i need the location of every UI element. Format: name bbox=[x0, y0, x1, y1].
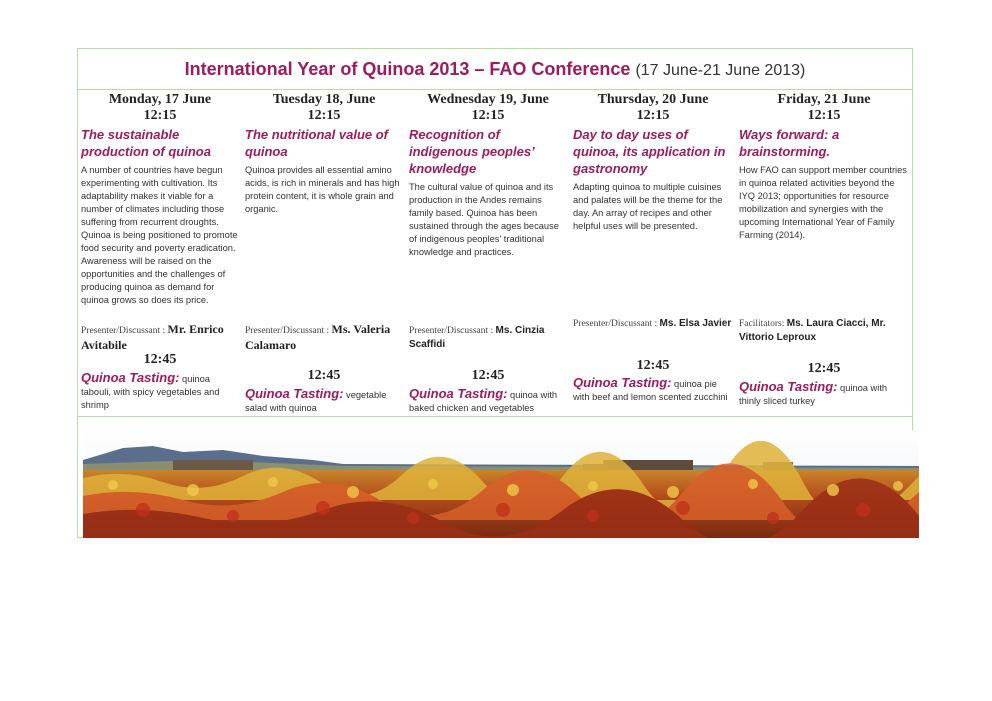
day-time: 12:15 bbox=[636, 108, 670, 123]
presenter bbox=[81, 322, 239, 354]
presenter-name: Ms. Cinzia Scaffidi bbox=[409, 325, 545, 350]
day-theme: Ways forward: a brainstorming. bbox=[739, 127, 840, 159]
presenter bbox=[245, 322, 403, 354]
presenter-label: Presenter/Discussant : bbox=[81, 326, 168, 336]
day-theme: The sustainable production of quinoa bbox=[81, 127, 211, 159]
presenter-name: Ms. Elsa Javier bbox=[659, 318, 732, 329]
presenter-name: Ms. Valeria Calamaro bbox=[245, 322, 391, 352]
tasting-label: Quinoa Tasting: bbox=[739, 379, 838, 394]
day-theme: Recognition of indigenous peoples’ knowledge bbox=[409, 127, 535, 176]
presenter-label: Presenter/Discussant : bbox=[409, 326, 496, 336]
day-column-tuesday bbox=[242, 90, 406, 416]
day-time: 12:15 bbox=[471, 108, 505, 123]
presenter bbox=[409, 324, 567, 352]
tasting-text: vegetable salad with quinoa bbox=[245, 390, 387, 413]
presenter-label: Facilitators: bbox=[739, 319, 787, 329]
tasting-label: Quinoa Tasting: bbox=[245, 386, 344, 401]
day-name: Thursday, 20 June bbox=[597, 92, 709, 107]
tasting-time: 12:45 bbox=[471, 368, 505, 383]
title-dates: (17 June-21 June 2013) bbox=[635, 61, 806, 79]
tasting bbox=[739, 380, 909, 408]
day-column-monday bbox=[78, 90, 242, 416]
title-main: International Year of Quinoa 2013 – FAO Conference bbox=[184, 58, 631, 79]
presenter-label: Presenter/Discussant : bbox=[573, 319, 660, 329]
day-name: Tuesday 18, June bbox=[272, 92, 376, 107]
tasting-time: 12:45 bbox=[636, 358, 670, 373]
tasting-time: 12:45 bbox=[307, 368, 341, 383]
day-description: The cultural value of quinoa and its production in the Andes remains family based. Quinoa has been sustained through the ages because of indigenous peoples’ traditional knowledge and practices. bbox=[409, 182, 559, 257]
tasting-label: Quinoa Tasting: bbox=[81, 370, 180, 385]
day-column-friday bbox=[736, 90, 912, 416]
quinoa-field-photo bbox=[83, 430, 919, 538]
tasting bbox=[81, 371, 239, 412]
presenter-label: Presenter/Discussant : bbox=[245, 326, 332, 336]
day-description: Adapting quinoa to multiple cuisines and palates will be the theme for the day. An array of recipes and other helpful uses will be presented. bbox=[573, 182, 723, 231]
tasting-label: Quinoa Tasting: bbox=[409, 386, 508, 401]
day-description: Quinoa provides all essential amino acids, is rich in minerals and has high protein content, it is whole grain and organic. bbox=[245, 165, 400, 214]
day-name: Friday, 21 June bbox=[777, 92, 871, 107]
tasting bbox=[245, 387, 403, 415]
day-column-thursday bbox=[570, 90, 736, 416]
tasting-text: quinoa with baked chicken and vegetables bbox=[409, 390, 558, 413]
days-row bbox=[78, 90, 912, 417]
day-theme: The nutritional value of quinoa bbox=[245, 127, 389, 159]
title-row bbox=[78, 49, 912, 90]
tasting-text: quinoa tabouli, with spicy vegetables and shrimp bbox=[81, 374, 220, 410]
day-name: Monday, 17 June bbox=[108, 92, 212, 107]
presenter bbox=[573, 317, 733, 331]
day-time: 12:15 bbox=[143, 108, 177, 123]
tasting bbox=[573, 376, 733, 404]
page-title bbox=[185, 59, 806, 80]
tasting-text: quinoa with thinly sliced turkey bbox=[739, 383, 888, 406]
day-name: Wednesday 19, June bbox=[427, 92, 549, 107]
tasting-time: 12:45 bbox=[143, 352, 177, 367]
day-description: A number of countries have begun experimenting with cultivation. Its adaptability makes it viable for a number of climates including those suffering from recurrent droughts. Quinoa is being positioned to promote food security and poverty eradication. Awareness will be raised on the opportunities and the challenges of producing quinoa as demand for quinoa grows so does its price. bbox=[81, 165, 238, 305]
day-description: How FAO can support member countries in quinoa related activities beyond the IYQ 2013; opportunities for resource mobilization and synergies with the upcoming International Year of Family Farming (2014). bbox=[739, 165, 907, 240]
tasting-time: 12:45 bbox=[807, 361, 841, 376]
presenter-name: Mr. Enrico Avitabile bbox=[81, 322, 224, 352]
day-theme: Day to day uses of quinoa, its application in gastronomy bbox=[573, 127, 726, 176]
tasting-text: quinoa pie with beef and lemon scented zucchini bbox=[573, 379, 728, 402]
day-column-wednesday bbox=[406, 90, 570, 416]
day-time: 12:15 bbox=[807, 108, 841, 123]
presenter bbox=[739, 317, 909, 345]
quinoa-field-illustration bbox=[83, 430, 919, 538]
tasting bbox=[409, 387, 567, 415]
presenter-name: Ms. Laura Ciacci, Mr. Vittorio Leproux bbox=[739, 318, 886, 343]
day-time: 12:15 bbox=[307, 108, 341, 123]
tasting-label: Quinoa Tasting: bbox=[573, 375, 672, 390]
